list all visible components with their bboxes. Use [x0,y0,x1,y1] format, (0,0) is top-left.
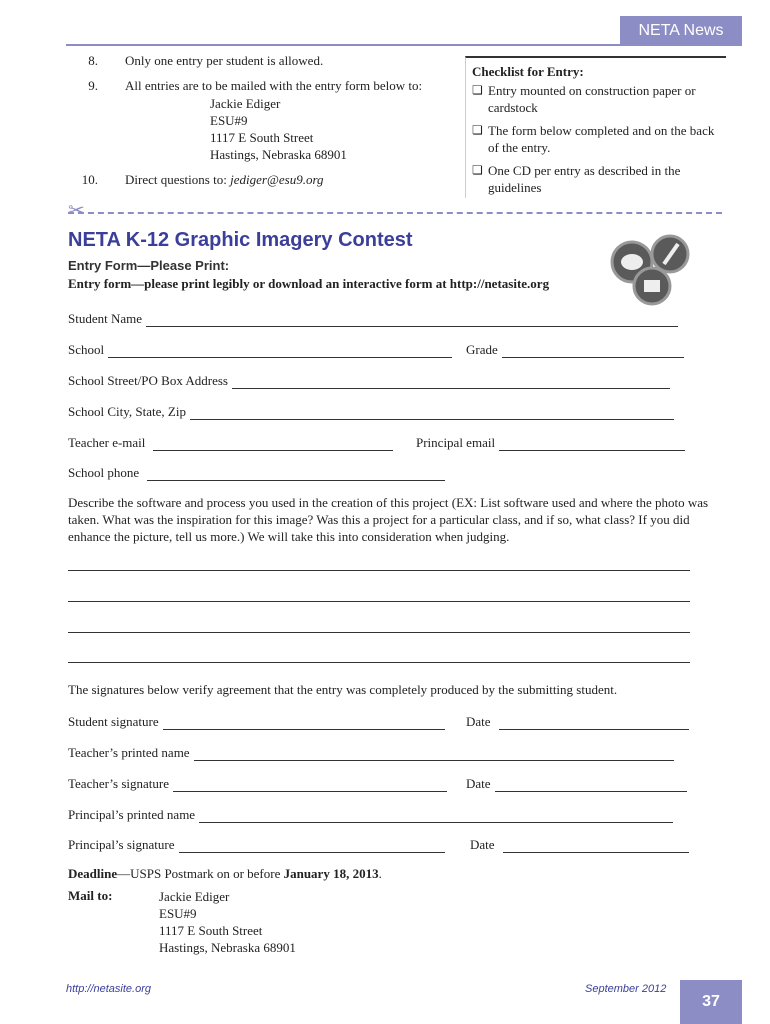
principal-printed-name-field[interactable]: Principal’s printed name [68,805,673,823]
school-city-field[interactable]: School City, State, Zip [68,402,674,420]
checkbox-icon: ❏ [472,163,483,177]
signature-intro: The signatures below verify agreement that the entry was completely produced by the submitting student. [68,682,618,697]
principal-signature-field[interactable]: Principal’s signature [68,835,445,853]
answer-line[interactable] [68,570,690,571]
form-title: NETA K-12 Graphic Imagery Contest [68,229,413,251]
rule-address: Jackie Ediger ESU#9 1117 E South Street Hastings, Nebraska 68901 [210,96,347,162]
cut-line [68,212,722,214]
teacher-signature-field[interactable]: Teacher’s signature [68,774,447,792]
form-note: Entry form—please print legibly or download an interactive form at http://netasite.org [68,276,550,291]
section-tab: NETA News [620,16,742,46]
page-number: 37 [680,980,742,1024]
deadline: Deadline—USPS Postmark on or before January 18, 2013. [68,866,382,881]
mail-to-label: Mail to: [68,888,113,903]
grade-field[interactable]: Grade [466,340,684,358]
student-date-field[interactable]: Date [466,712,689,730]
teacher-printed-name-field[interactable]: Teacher’s printed name [68,743,674,761]
checklist-item: ❏ One CD per entry as described in the guidelines [472,163,681,195]
header-rule [66,44,742,46]
mail-address: Jackie Ediger ESU#9 1117 E South Street Hastings, Nebraska 68901 [159,889,296,955]
principal-email-field[interactable]: Principal email [416,433,685,451]
student-name-field[interactable]: Student Name [68,309,678,327]
school-street-field[interactable]: School Street/PO Box Address [68,371,670,389]
checklist-item: ❏ Entry mounted on construction paper or cardstock [472,83,696,115]
footer-date: September 2012 [585,983,667,995]
contact-email[interactable]: jediger@esu9.org [230,172,324,187]
student-signature-field[interactable]: Student signature [68,712,445,730]
answer-line[interactable] [68,601,690,602]
art-tools-icon [608,232,690,306]
describe-instructions: Describe the software and process you used in the creation of this project (EX: List software used and where the photo was taken. What was the inspiration for this image? Was this a project for a particular class, and if so, what class? If you did enhance the picture, tell us more.) We will take this into consideration when judging. [68,495,709,544]
answer-line[interactable] [68,662,690,663]
school-phone-field[interactable]: School phone [68,463,445,481]
scissors-icon: ✂ [68,200,85,222]
checkbox-icon: ❏ [472,83,483,97]
school-field[interactable]: School [68,340,452,358]
principal-date-field[interactable]: Date [470,835,689,853]
checkbox-icon: ❏ [472,123,483,137]
footer-url[interactable]: http://netasite.org [66,983,151,995]
form-subtitle: Entry Form—Please Print: [68,258,230,273]
teacher-email-field[interactable]: Teacher e-mail [68,433,393,451]
answer-line[interactable] [68,632,690,633]
teacher-date-field[interactable]: Date [466,774,687,792]
checklist-item: ❏ The form below completed and on the back of the entry. [472,123,715,155]
entry-checklist: Checklist for Entry: ❏ Entry mounted on construction paper or cardstock ❏ The form below completed and on the back of the entry. ❏ One CD per entry as described in the guidelines [465,56,726,198]
